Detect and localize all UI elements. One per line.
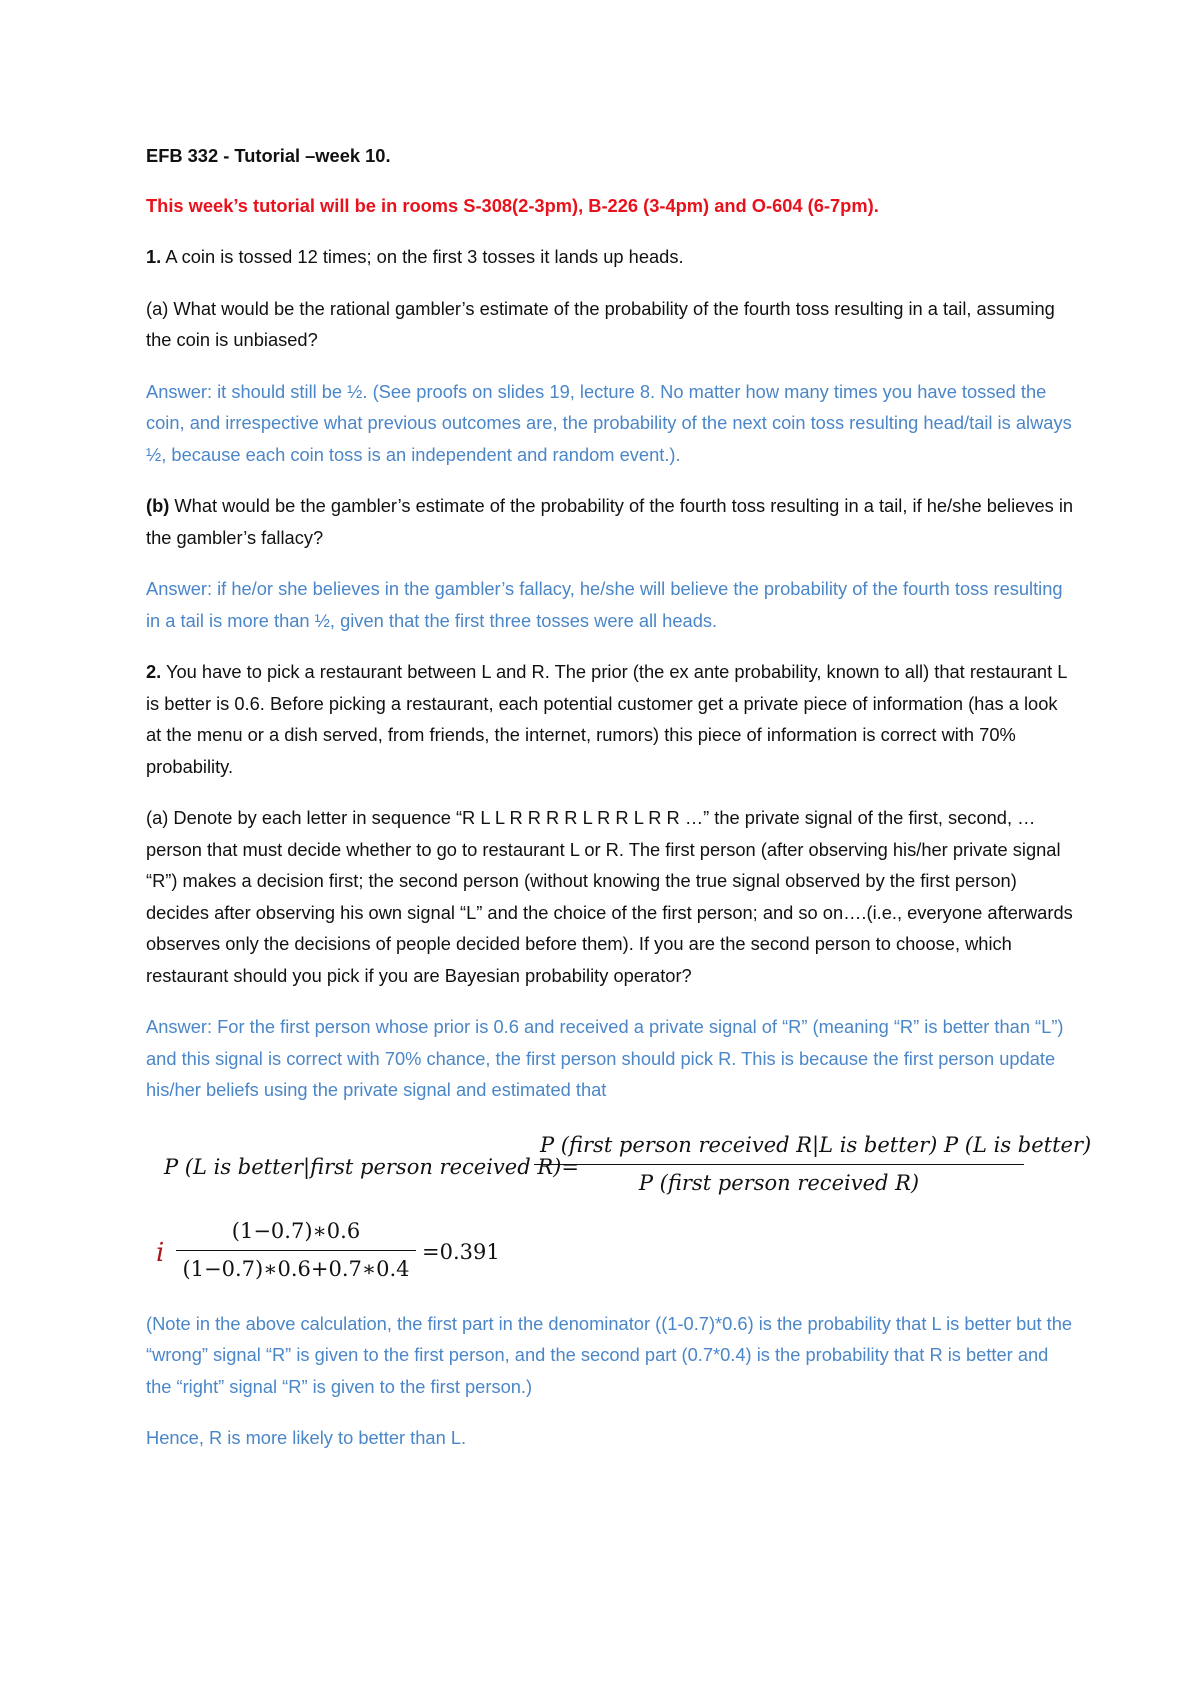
question-2a-label: (a) [146,807,169,828]
question-1a-label: (a) [146,297,169,319]
bayes-equation-lhs: P (L is better|first person received R)= [164,1154,579,1179]
document-body [146,140,1092,1474]
question-1-text: A coin is tossed 12 times; on the first 3 tosses it lands up heads. [161,246,684,267]
question-1b [146,490,1076,553]
conclusion: Hence, R is more likely to better than L. [146,1427,467,1448]
document-title: EFB 332 - Tutorial –week 10. [146,145,391,166]
room-notice: This week’s tutorial will be in rooms S-308(2-3pm), B-226 (3-4pm) and O-604 (6-7pm). [146,194,879,216]
numeric-result: =0.391 [422,1239,500,1264]
answer-1a: Answer: it should still be ½. (See proofs on slides 19, lecture 8. No matter how many times you have tossed the coin, and irrespective what previous outcomes are, the probability of the next coin toss resulting head/tail is always ½, because each coin toss is an independent and random event.). [146,380,1072,465]
question-2-text: You have to pick a restaurant between L and R. The prior (the ex ante probability, known to all) that restaurant L is better is 0.6. Before picking a restaurant, each potential customer get a private piece of information (has a look at the menu or a dish served, from friends, the internet, rumors) this piece of information is correct with 70% probability. [146,661,1067,777]
question-2 [146,656,1076,782]
bayes-fraction [534,1130,1092,1200]
bayes-equation [146,1126,1092,1204]
bayes-numerator: P (first person received R|L is better) P (L is better) [540,1132,1092,1157]
numeric-equation [146,1216,1076,1292]
equation-glyph: i [156,1237,165,1268]
question-1b-label: (b) [146,495,170,516]
question-1a-text: What would be the rational gambler’s estimate of the probability of the fourth toss resulting in a tail, assuming the coin is unbiased? [146,297,1055,350]
question-1a [146,293,1076,356]
calculation-note: (Note in the above calculation, the first part in the denominator ((1-0.7)*0.6) is the probability that L is better but the “wrong” signal “R” is given to the first person, and the second part (0.7*0.4) is the probability that R is better and the “right” signal “R” is given to the first person.) [146,1312,1073,1397]
question-1b-text: What would be the gambler’s estimate of the probability of the fourth toss resulting in a tail, if he/she believes in the gambler’s fallacy? [146,495,1074,548]
numeric-numerator: (1−0.7)∗0.6 [231,1218,361,1243]
question-1 [146,241,1076,273]
answer-2a-intro: Answer: For the first person whose prior is 0.6 and received a private signal of “R” (meaning “R” is better than “L”) and this signal is correct with 70% chance, the first person should pick R. This is because the first person update his/her beliefs using the private signal and estimated that [146,1016,1064,1100]
question-2-number: 2. [146,661,162,682]
answer-1b: Answer: if he/or she believes in the gambler’s fallacy, he/she will believe the probability of the fourth toss resulting in a tail is more than ½, given that the first three tosses were all heads. [146,578,1063,631]
question-1-number: 1. [146,246,162,267]
question-2a [146,802,1076,991]
numeric-denominator: (1−0.7)∗0.6+0.7∗0.4 [182,1257,410,1281]
numeric-fraction [176,1216,416,1286]
bayes-denominator: P (first person received R) [638,1171,920,1195]
question-2a-text: Denote by each letter in sequence “R L L R R R R L R R L R R …” the private signal of the first, second, … person that must decide whether to go to restaurant L or R. The first person (after observing his/her private signal “R”) makes a decision first; the second person (without knowing the true signal observed by the first person) decides after observing his own signal “L” and the choice of the first person; and so on….(i.e., everyone afterwards observes only the decisions of people decided before them). If you are the second person to choose, which restaurant should you pick if you are Bayesian probability operator? [146,807,1073,986]
